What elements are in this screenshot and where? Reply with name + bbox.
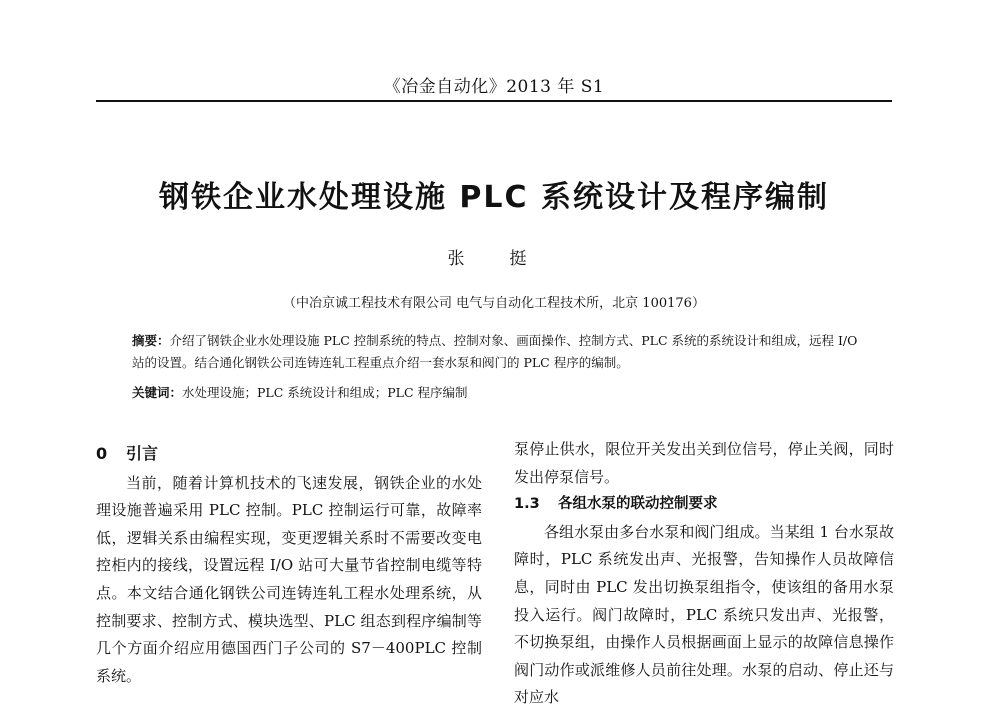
abstract-text: 介绍了钢铁企业水处理设施 PLC 控制系统的特点、控制对象、画面操作、控制方式、PLC 系统的系统设计和组成，远程 I/O 站的设置。结合通化钢铁公司连铸连轧工程重点介绍一套水泵和阀门的 PLC 程序的编制。 xyxy=(132,333,858,370)
keywords xyxy=(132,382,872,404)
section-number: 0 xyxy=(96,444,108,463)
journal-header: 《冶金自动化》2013 年 S1 xyxy=(383,77,605,97)
header-rule xyxy=(96,100,892,102)
article-title: 钢铁企业水处理设施 PLC 系统设计及程序编制 xyxy=(158,180,829,215)
right-column xyxy=(514,436,894,706)
abstract xyxy=(132,330,872,374)
subsection-paragraph: 各组水泵由多台水泵和阀门组成。当某组 1 台水泵故障时，PLC 系统发出声、光报警，告知操作人员故障信息，同时由 PLC 发出切换泵组指令，使该组的备用水泵投入运行。阀门故障时，PLC 系统只发出声、光报警，不切换泵组，由操作人员根据画面上显示的故障信息操作阀门动作或派维修人员前往处理。水泵的启动、停止还与对应水 xyxy=(514,522,894,706)
intro-paragraph: 当前，随着计算机技术的飞速发展，钢铁企业的水处理设施普遍采用 PLC 控制。PLC 控制运行可靠，故障率低，逻辑关系由编程实现，变更逻辑关系时不需要改变电控柜内的接线，设置远程 I/O 站可大量节省控制电缆等特点。本文结合通化钢铁公司连铸连轧工程水处理系统，从控制要求、控制方式、模块选型、PLC 组态到程序编制等几个方面介绍应用德国西门子公司的 S7－400PLC 控制系统。 xyxy=(96,473,482,685)
keywords-text: 水处理设施；PLC 系统设计和组成；PLC 程序编制 xyxy=(182,385,468,400)
left-column xyxy=(96,440,482,690)
abstract-label: 摘要： xyxy=(132,333,170,348)
subsection-title: 各组水泵的联动控制要求 xyxy=(558,496,718,513)
article-author: 张 挺 xyxy=(447,249,541,269)
subsection-number: 1.3 xyxy=(514,496,540,513)
article-affiliation: （中冶京诚工程技术有限公司 电气与自动化工程技术所，北京 100176） xyxy=(283,296,705,311)
continued-paragraph: 泵停止供水，限位开关发出关到位信号，停止关阀，同时发出停泵信号。 xyxy=(514,440,894,486)
section-title: 引言 xyxy=(126,444,159,463)
subsection-heading-1-3 xyxy=(514,491,894,519)
keywords-label: 关键词： xyxy=(132,385,183,400)
section-heading-introduction xyxy=(96,440,482,468)
